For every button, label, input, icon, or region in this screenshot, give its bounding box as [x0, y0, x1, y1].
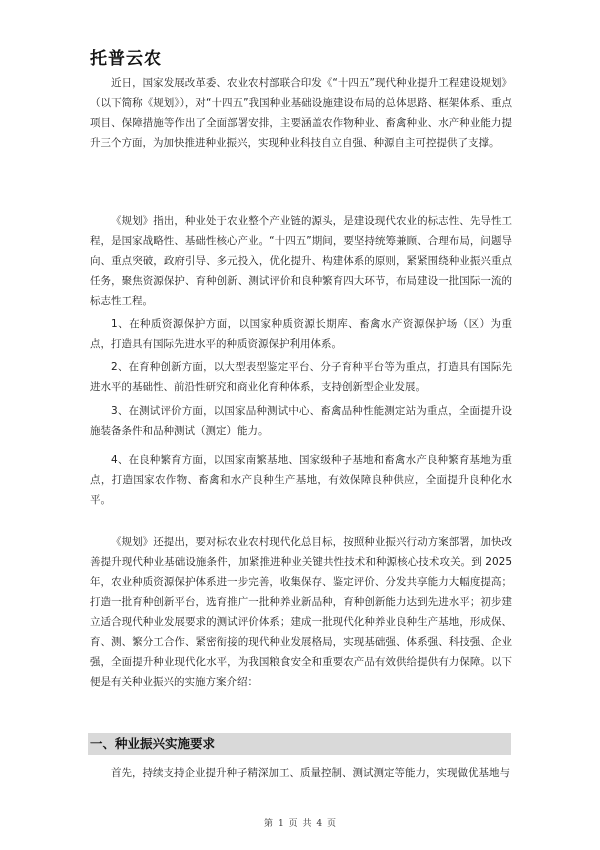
- paragraph-item-2: 2、在育种创新方面，以大型表型鉴定平台、分子育种平台等为重点，打造具有国际先进水平的基础性、前沿性研究和商业化育种体系，支持创新型企业发展。: [90, 361, 512, 393]
- paragraph-first-measure: 首先，持续支持企业提升种子精深加工、质量控制、测试测定等能力，实现做优基地与: [111, 767, 510, 779]
- section-title: 一、种业振兴实施要求: [90, 736, 216, 751]
- current-page-number: 1: [277, 819, 284, 829]
- paragraph-item-1: 1、在种质资源保护方面，以国家种质资源长期库、畜禽水产资源保护场（区）为重点，打造具有国际先进水平的种质资源保护利用体系。: [90, 318, 512, 350]
- footer-page-word: 页: [288, 819, 298, 829]
- paragraph-item-3: 3、在测试评价方面，以国家品种测试中心、畜禽品种性能测定站为重点，全面提升设施装备条件和品种测试（测定）能力。: [90, 405, 512, 437]
- paragraph-plan-summary: 《规划》指出，种业处于农业整个产业链的源头，是建设现代农业的标志性、先导性工程，是国家战略性、基础性核心产业。“十四五”期间，要坚持统筹兼顾、合理布局，问题导向、重点突破，政府引导、多元投入，优化提升、构建体系的原则，紧紧围绕种业振兴重点任务，聚焦资源保护、育种创新、测试评价和良种繁育四大环节，布局建设一批国际一流的标志性工程。: [90, 215, 512, 307]
- paragraph-item-4: 4、在良种繁育方面，以国家南繁基地、国家级种子基地和畜禽水产良种繁育基地为重点，打造国家农作物、畜禽和水产良种生产基地，有效保障良种供应，全面提升良种化水平。: [90, 454, 512, 506]
- page-footer: [0, 816, 600, 829]
- paragraph-intro: 近日，国家发展改革委、农业农村部联合印发《“十四五”现代种业提升工程建设规划》（以下简称《规划》），对“十四五”我国种业基础设施建设布局的总体思路、框架体系、重点项目、保障措施等作出了全面部署安排，主要涵盖农作物种业、畜禽种业、水产种业能力提升三个方面，为加快推进种业振兴，实现种业科技自立自强、种源自主可控提供了支撑。: [90, 77, 512, 149]
- footer-total-prefix: 共: [302, 819, 312, 829]
- paragraph-goals: 《规划》还提出，要对标农业农村现代化总目标，按照种业振兴行动方案部署，加快改善提升现代种业基础设施条件，加紧推进种业关键共性技术和种源核心技术攻关。到 2025 年，农业种质资源保护体系进一步完善，收集保存、鉴定评价、分发共享能力大幅度提高；打造一批育种创新平台，选育推广一批种养业新品种，育种创新能力达到先进水平；初步建立适合现代种业发展要求的测试评价体系；建成一批现代化种养业良种生产基地，形成保、育、测、繁分工合作、紧密衔接的现代种业发展格局，实现基础强、体系强、科技强、企业强，全面提升种业现代化水平，为我国粮食安全和重要农产品有效供给提供有力保障。以下便是有关种业振兴的实施方案介绍：: [90, 536, 512, 688]
- footer-suffix: 页: [326, 819, 336, 829]
- total-page-count: 4: [316, 819, 323, 829]
- footer-prefix: 第: [264, 819, 274, 829]
- section-heading-bar: [88, 733, 511, 755]
- brand-title: 托普云农: [90, 49, 162, 69]
